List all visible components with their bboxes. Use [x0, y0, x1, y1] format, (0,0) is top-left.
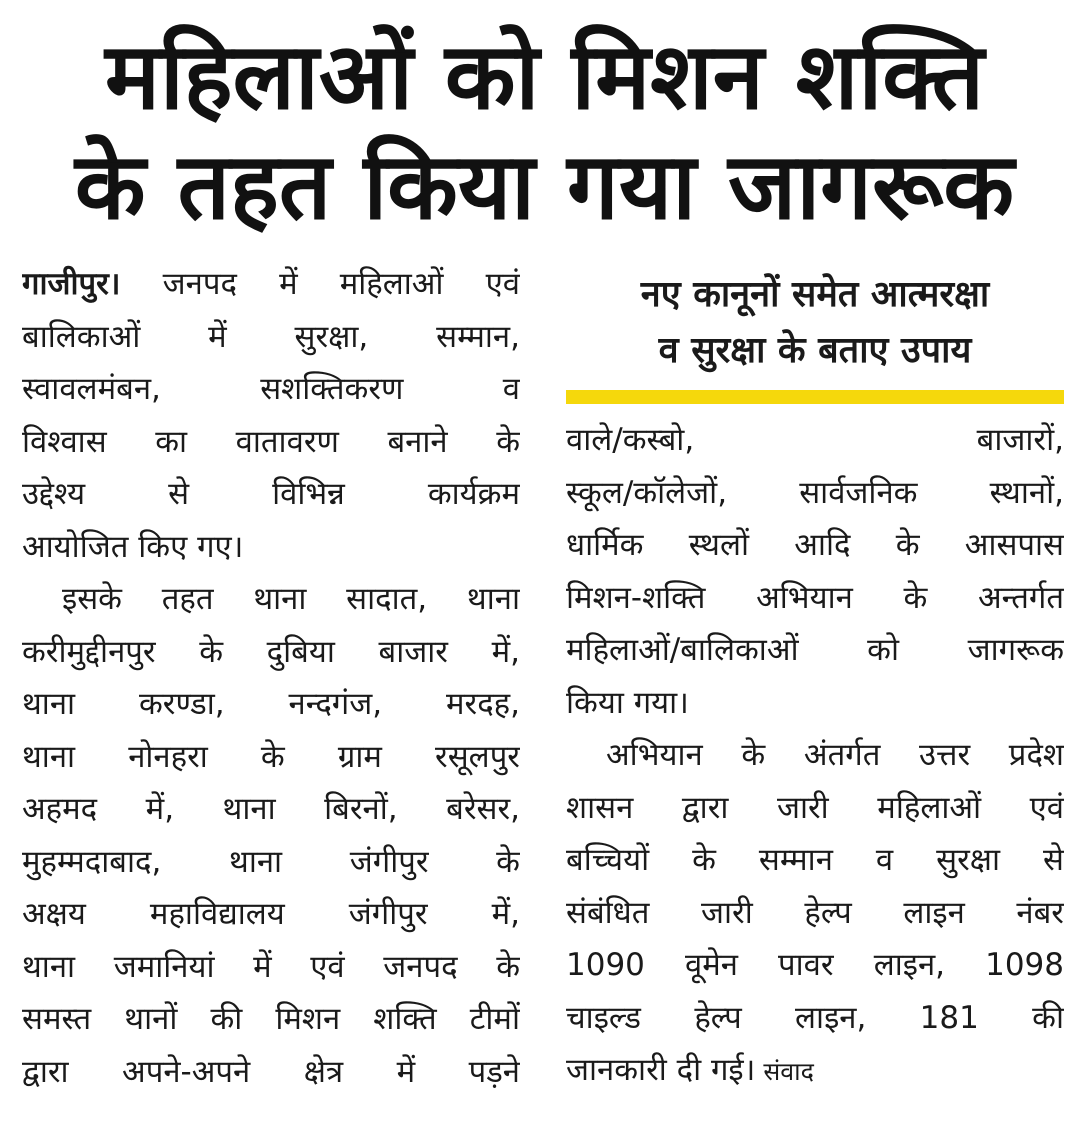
subheadline-line-1: नए कानूनों समेत आत्मरक्षा — [640, 274, 990, 315]
headline-line-2: के तहत किया गया जागरूक — [74, 133, 1015, 240]
right-column — [566, 414, 1064, 1097]
article-line: आयोजित किए गए। — [22, 528, 244, 565]
article-line: मिशन-शक्ति अभियान के अन्तर्गत — [566, 579, 1064, 616]
article-line: अक्षय महाविद्यालय जंगीपुर में, — [22, 896, 520, 932]
article-line: 1090 वूमेन पावर लाइन, 1098 — [566, 947, 1064, 983]
article-line: धार्मिक स्थलों आदि के आसपास — [566, 527, 1064, 563]
article-line: जानकारी दी गई। संवाद — [566, 1052, 814, 1088]
article-line: वाले/कस्बो, बाजारों, — [566, 422, 1064, 458]
article-line: करीमुद्दीनपुर के दुबिया बाजार में, — [22, 633, 520, 670]
article-line: थाना करण्डा, नन्दगंज, मरदह, — [22, 686, 520, 722]
article-line: बालिकाओं में सुरक्षा, सम्मान, — [22, 318, 520, 355]
article-line: मुहम्मदाबाद, थाना जंगीपुर के — [22, 843, 520, 880]
left-column — [22, 258, 520, 1098]
article-line: गाजीपुर। जनपद में महिलाओं एवं — [22, 266, 520, 302]
article-line: अहमद में, थाना बिरनों, बरेसर, — [22, 791, 520, 827]
article-line: थाना नोनहरा के ग्राम रसूलपुर — [22, 738, 520, 775]
article-line: विश्वास का वातावरण बनाने के — [22, 423, 520, 460]
article-line: द्वारा अपने-अपने क्षेत्र में पड़ने — [22, 1053, 520, 1090]
article-line: उद्देश्य से विभिन्न कार्यक्रम — [22, 476, 520, 512]
article-line: अभियान के अंतर्गत उत्तर प्रदेश — [606, 737, 1064, 773]
dateline: गाजीपुर। — [22, 266, 121, 302]
article-line: स्वावलमंबन, सशक्तिकरण व — [22, 371, 520, 407]
article-line: किया गया। — [566, 684, 689, 721]
article-line: समस्त थानों की मिशन शक्ति टीमों — [22, 1001, 520, 1037]
headline-line-1: महिलाओं को मिशन शक्ति — [104, 23, 985, 130]
article-line: शासन द्वारा जारी महिलाओं एवं — [566, 789, 1064, 826]
article-line: महिलाओं/बालिकाओं को जागरूक — [566, 632, 1064, 668]
article-line: स्कूल/कॉलेजों, सार्वजनिक स्थानों, — [566, 474, 1064, 511]
article-line: इसके तहत थाना सादात, थाना — [62, 581, 520, 617]
byline: संवाद — [755, 1057, 814, 1086]
accent-bar — [566, 390, 1064, 404]
article-line: चाइल्ड हेल्प लाइन, 181 की — [566, 999, 1064, 1036]
article-line: संबंधित जारी हेल्प लाइन नंबर — [566, 894, 1064, 931]
article-line: थाना जमानियां में एवं जनपद के — [22, 948, 520, 985]
subheadline-line-2: व सुरक्षा के बताए उपाय — [658, 330, 972, 371]
article-line: बच्चियों के सम्मान व सुरक्षा से — [566, 842, 1064, 878]
